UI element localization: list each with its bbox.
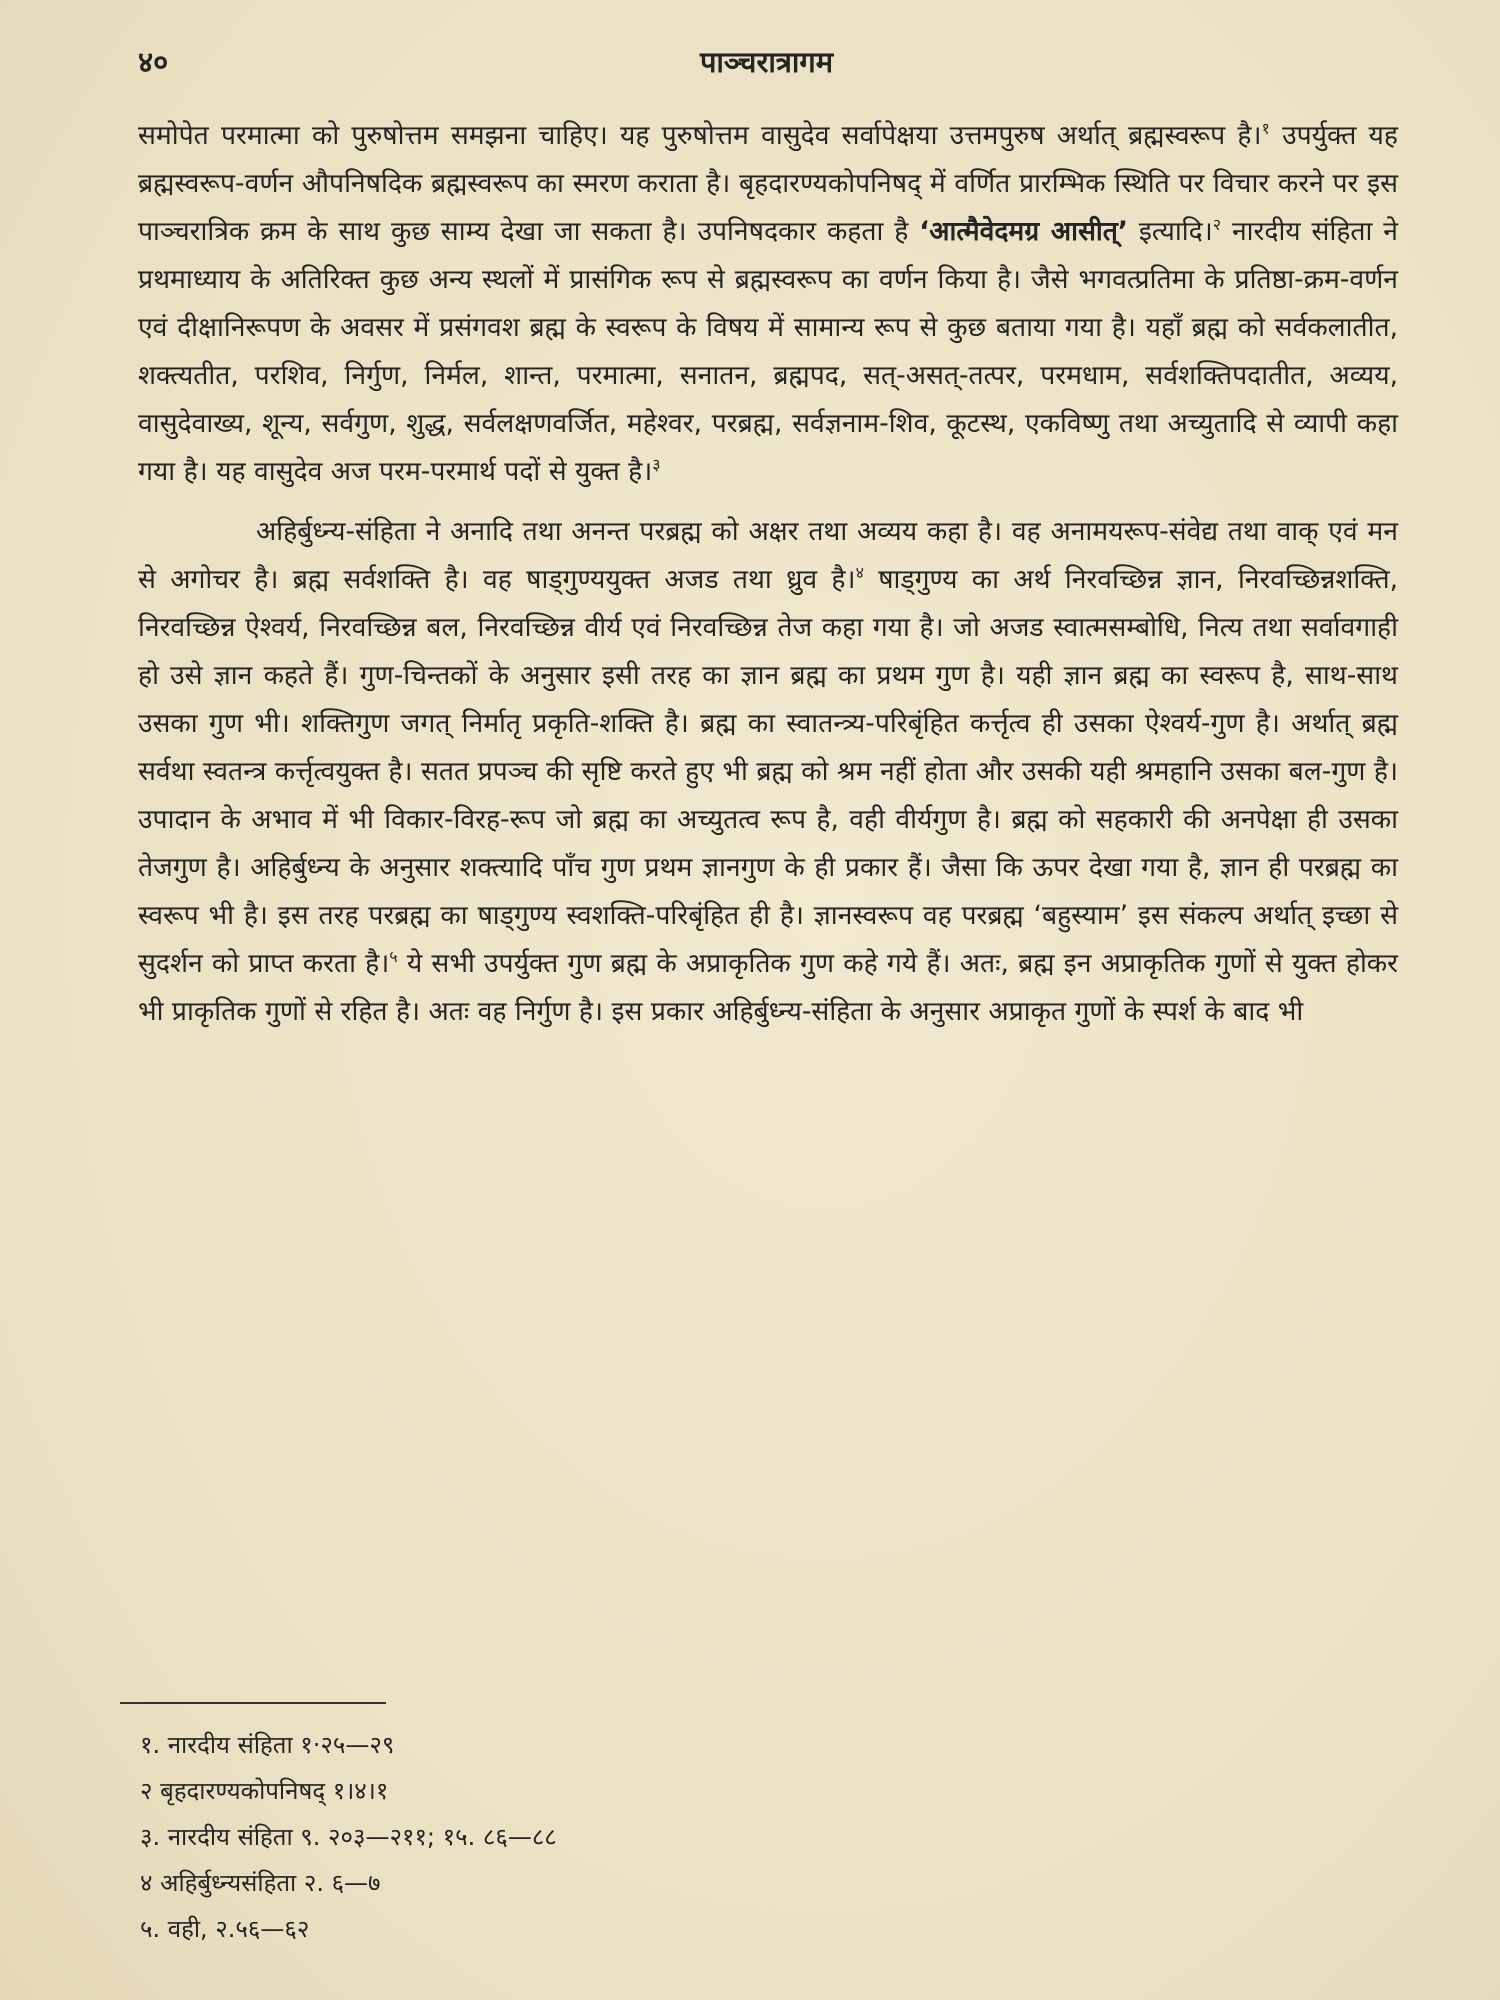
- text-span: षाड्गुण्य का अर्थ निरवच्छिन्न ज्ञान, निरवच्छिन्नशक्ति, निरवच्छिन्न ऐश्वर्य, निरवच्छिन्न बल, निरवच्छिन्न वीर्य एवं निरवच्छिन्न तेज कहा गया है। जो अजड स्वात्मसम्बोधि, नित्य तथा सर्वावगाही हो उसे ज्ञान कहते हैं। गुण-चिन्तकों के अनुसार इसी तरह का ज्ञान ब्रह्म का प्रथम गुण है। यही ज्ञान ब्रह्म का स्वरूप है, साथ-साथ उसका गुण भी। शक्तिगुण जगत् निर्मातृ प्रकृति-शक्ति है। ब्रह्म का स्वातन्त्र्य-परिबृंहित कर्त्तृत्व ही उसका ऐश्वर्य-गुण है। अर्थात् ब्रह्म सर्वथा स्वतन्त्र कर्त्तृत्वयुक्त है। सतत प्रपञ्च की सृष्टि करते हुए भी ब्रह्म को श्रम नहीं होता और उसकी यही श्रमहानि उसका बल-गुण है। उपादान के अभाव में भी विकार-विरह-रूप जो ब्रह्म का अच्युतत्व रूप है, वही वीर्यगुण है। ब्रह्म को सहकारी की अनपेक्षा ही उसका तेजगुण है। अहिर्बुध्न्य के अनुसार शक्त्यादि पाँच गुण प्रथम ज्ञानगुण के ही प्रकार हैं। जैसा कि ऊपर देखा गया है, ज्ञान ही परब्रह्म का स्वरूप भी है। इस तरह परब्रह्म का षाड्गुण्य स्वशक्ति-परिबृंहित ही है। ज्ञानस्वरूप वह परब्रह्म ‘बहुस्याम’ इस संकल्प अर्थात् इच्छा से सुदर्शन को प्राप्त करता है।: [138, 564, 1398, 979]
- footnote-1: १. नारदीय संहिता १·२५—२९: [140, 1731, 395, 1759]
- text-span: नारदीय संहिता ने प्रथमाध्याय के अतिरिक्त कुछ अन्य स्थलों में प्रासंगिक रूप से ब्रह्मस्वरूप का वर्णन किया है। जैसे भगवत्प्रतिमा के प्रतिष्ठा-क्रम-वर्णन एवं दीक्षानिरूपण के अवसर में प्रसंगवश ब्रह्म के स्वरूप के विषय में सामान्य रूप से कुछ बताया गया है। यहाँ ब्रह्म को सर्वकलातीत, शक्त्यतीत, परशिव, निर्गुण, निर्मल, शान्त, परमात्मा, सनातन, ब्रह्मपद, सत्-असत्-तत्पर, परमधाम, सर्वशक्तिपदातीत, अव्यय, वासुदेवाख्य, शून्य, सर्वगुण, शुद्ध, सर्वलक्षणवर्जित, महेश्वर, परब्रह्म, सर्वज्ञनाम-शिव, कूटस्थ, एकविष्णु तथा अच्युतादि से व्यापी कहा गया है। यह वासुदेव अज परम-परमार्थ पदों से युक्त है।: [138, 216, 1398, 487]
- page-number: ४०: [138, 45, 169, 79]
- paragraph-2: [138, 508, 1398, 1036]
- text-span: अहिर्बुध्न्य-संहिता ने अनादि तथा अनन्त परब्रह्म को अक्षर तथा अव्यय कहा है। वह अनामयरूप-संवेद्य तथा वाक् एवं मन से अगोचर है। ब्रह्म सर्वशक्ति है। वह षाड्गुण्ययुक्त अजड तथा ध्रुव है।: [138, 516, 1398, 595]
- running-title: पाञ्चरात्रागम: [699, 45, 834, 79]
- body-text: [138, 112, 1398, 1036]
- text-span: उपर्युक्त यह ब्रह्मस्वरूप-वर्णन औपनिषदिक ब्रह्मस्वरूप का स्मरण कराता है। बृहदारण्यकोपनिषद् में वर्णित प्रारम्भिक स्थिति पर विचार करने पर इस पाञ्चरात्रिक क्रम के साथ कुछ साम्य देखा जा सकता है। उपनिषदकार कहता है: [138, 120, 1398, 247]
- footnote-5: ५. वही, २.५६—६२: [140, 1915, 310, 1943]
- sanskrit-quote: ‘आत्मैवेदमग्र आसीत्’: [919, 216, 1128, 247]
- page-header: [138, 42, 1395, 82]
- footnote-divider: [120, 1702, 386, 1704]
- text-span: इत्यादि।: [1127, 216, 1213, 247]
- footnote-ref-1: १: [1261, 119, 1270, 139]
- footnote-3: ३. नारदीय संहिता ९. २०३—२११; १५. ८६—८८: [140, 1823, 557, 1851]
- footnote-ref-2: २: [1212, 215, 1222, 235]
- text-span: ये सभी उपर्युक्त गुण ब्रह्म के अप्राकृतिक गुण कहे गये हैं। अतः, ब्रह्म इन अप्राकृतिक गुणों से युक्त होकर भी प्राकृतिक गुणों से रहित है। अतः वह निर्गुण है। इस प्रकार अहिर्बुध्न्य-संहिता के अनुसार अप्राकृत गुणों के स्पर्श के बाद भी: [138, 948, 1398, 1027]
- footnote-ref-3: ३: [652, 455, 661, 475]
- footnote-2: २ बृहदारण्यकोपनिषद् १।४।१: [140, 1777, 389, 1805]
- footnote-ref-4: ४: [855, 563, 864, 583]
- text-span: समोपेत परमात्मा को पुरुषोत्तम समझना चाहिए। यह पुरुषोत्तम वासुदेव सर्वापेक्षया उत्तमपुरुष अर्थात् ब्रह्मस्वरूप है।: [138, 120, 1262, 151]
- paragraph-1: [138, 112, 1398, 496]
- footnote-ref-5: ५: [389, 947, 398, 967]
- footnote-4: ४ अहिर्बुध्न्यसंहिता २. ६—७: [140, 1869, 381, 1897]
- footnotes: [140, 1722, 557, 1952]
